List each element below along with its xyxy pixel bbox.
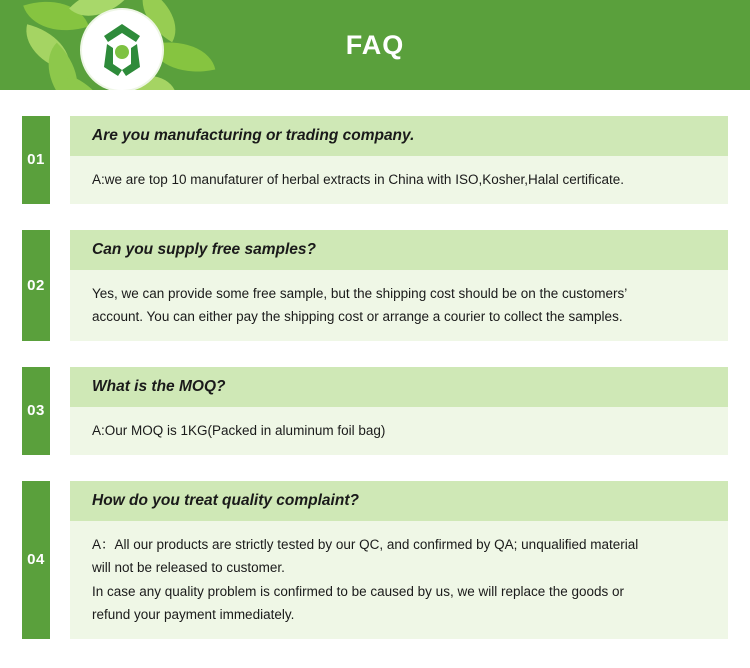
faq-number-badge: 01	[22, 116, 50, 204]
faq-list	[0, 90, 750, 639]
faq-item	[22, 481, 728, 640]
faq-question: Can you supply free samples?	[70, 230, 728, 270]
faq-question: How do you treat quality complaint?	[70, 481, 728, 521]
faq-item	[22, 230, 728, 341]
faq-question: Are you manufacturing or trading company.	[70, 116, 728, 156]
faq-answer	[70, 521, 728, 640]
faq-number-badge: 03	[22, 367, 50, 455]
faq-answer-line: account. You can either pay the shipping cost or arrange a courier to collect the samples.	[92, 309, 623, 325]
faq-answer-line: A:Our MOQ is 1KG(Packed in aluminum foil bag)	[92, 422, 386, 438]
faq-question: What is the MOQ?	[70, 367, 728, 407]
faq-answer-line: A：All our products are strictly tested by our QC, and confirmed by QA; unqualified material	[92, 536, 639, 552]
faq-item	[22, 116, 728, 204]
faq-answer-line: A:we are top 10 manufaturer of herbal extracts in China with ISO,Kosher,Halal certificate.	[92, 172, 625, 187]
faq-item	[22, 367, 728, 455]
faq-answer-line: In case any quality problem is confirmed to be caused by us, we will replace the goods or	[92, 583, 625, 599]
faq-answer	[70, 156, 728, 204]
faq-number-badge: 02	[22, 230, 50, 341]
faq-answer-line: Yes, we can provide some free sample, but the shipping cost should be on the customers’	[92, 285, 628, 301]
faq-answer	[70, 270, 728, 341]
faq-answer-line: refund your payment immediately.	[92, 607, 295, 623]
page-title: FAQ	[345, 29, 405, 60]
faq-answer-line: will not be released to customer.	[92, 560, 285, 576]
faq-number-badge: 04	[22, 481, 50, 640]
page-header	[0, 0, 750, 90]
faq-answer	[70, 407, 728, 455]
